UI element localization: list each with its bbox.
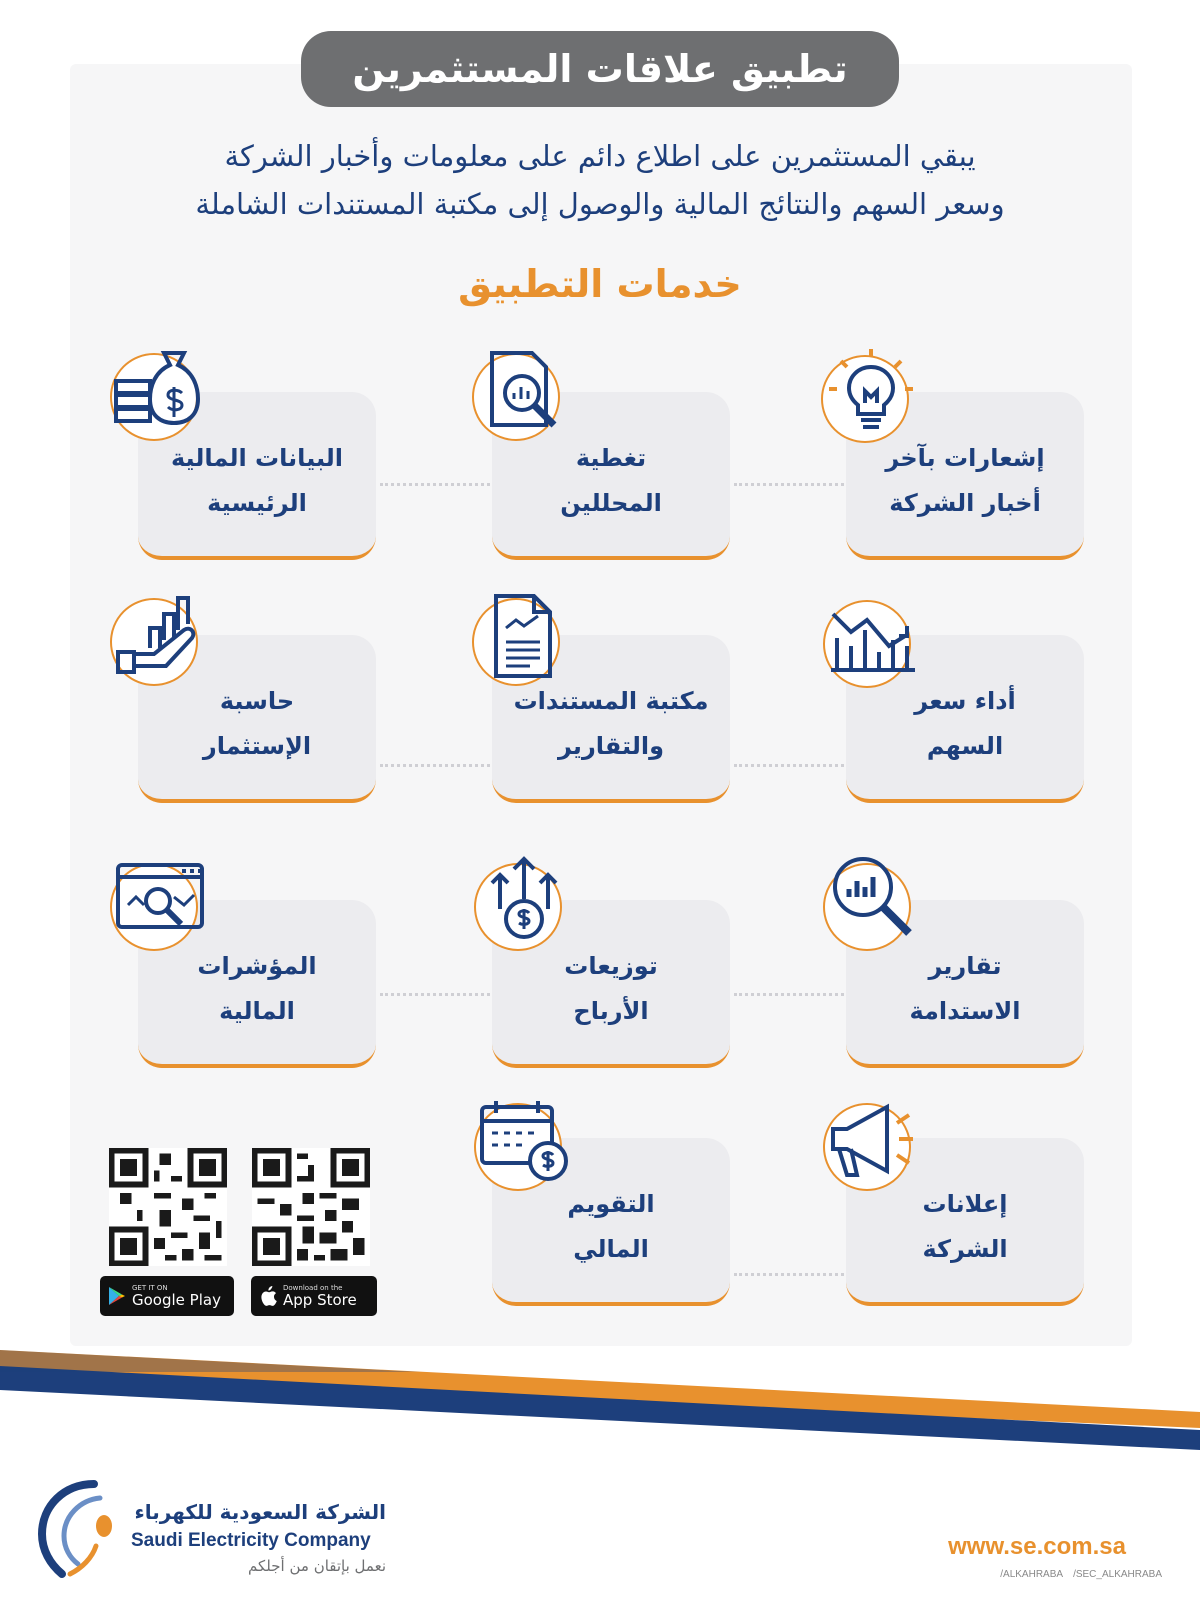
page-title-text: تطبيق علاقات المستثمرين	[352, 47, 848, 91]
calendar-dollar-icon	[474, 1103, 562, 1191]
hand-chart-icon	[110, 598, 198, 686]
service-label: تقارير	[928, 952, 1002, 980]
service-label: إشعارات بآخر	[885, 444, 1045, 472]
service-label: مكتبة المستندات	[513, 687, 709, 715]
social-handles	[1000, 1569, 1162, 1580]
magnifier-chart-icon	[823, 863, 911, 951]
google-play-small-text: GET IT ON	[132, 1283, 168, 1292]
service-label: أداء سعر	[914, 687, 1016, 715]
service-label: المالية	[219, 997, 295, 1025]
website-link[interactable]: www.se.com.sa	[948, 1533, 1126, 1560]
dividend-icon	[474, 863, 562, 951]
lightbulb-icon	[821, 355, 909, 443]
service-label: توزيعات	[564, 952, 658, 980]
dashboard-icon	[110, 863, 198, 951]
megaphone-icon	[823, 1103, 911, 1191]
intro-line-1: يبقي المستثمرين على اطلاع دائم على معلومات وأخبار الشركة	[224, 139, 976, 173]
section-title: خدمات التطبيق	[458, 262, 742, 306]
service-label: تغطية	[575, 444, 647, 472]
intro-text	[100, 132, 1100, 228]
service-label: الأرباح	[573, 997, 649, 1025]
connector	[734, 483, 844, 486]
connector	[380, 483, 490, 486]
document-icon	[472, 598, 560, 686]
service-label: الإستثمار	[202, 732, 312, 760]
page-title	[301, 31, 899, 107]
apple-icon	[259, 1286, 277, 1306]
service-label: المحللين	[560, 489, 662, 517]
service-label: السهم	[926, 732, 1004, 760]
app-store-small-text: Download on the	[283, 1283, 343, 1292]
service-label: إعلانات	[922, 1190, 1008, 1218]
google-play-label: Google Play	[132, 1290, 221, 1309]
company-name-english: Saudi Electricity Company	[131, 1530, 371, 1551]
service-label: الرئيسية	[207, 489, 307, 517]
qr-code-app-store[interactable]	[252, 1148, 370, 1266]
sec-logo-icon	[34, 1478, 130, 1588]
service-label: المالي	[573, 1235, 649, 1263]
google-play-icon	[108, 1286, 126, 1306]
company-name-arabic: الشركة السعودية للكهرباء	[134, 1500, 386, 1524]
service-label: التقويم	[567, 1190, 655, 1218]
service-label: الشركة	[922, 1235, 1008, 1263]
social-handle[interactable]: /ALKAHRABA	[1000, 1569, 1064, 1580]
connector	[380, 764, 490, 767]
money-bag-icon	[110, 353, 198, 441]
service-label: البيانات المالية	[170, 444, 344, 472]
connector	[734, 993, 844, 996]
connector	[380, 993, 490, 996]
service-label: أخبار الشركة	[889, 489, 1041, 517]
service-label: حاسبة	[219, 687, 295, 715]
qr-code-google-play[interactable]	[109, 1148, 227, 1266]
service-label: والتقارير	[558, 732, 664, 760]
google-play-badge[interactable]	[100, 1276, 234, 1316]
app-store-label: App Store	[283, 1290, 357, 1309]
connector	[734, 764, 844, 767]
intro-line-2: وسعر السهم والنتائج المالية والوصول إلى مكتبة المستندات الشاملة	[195, 187, 1005, 221]
service-label: الاستدامة	[909, 997, 1021, 1025]
connector	[734, 1273, 844, 1276]
analysis-report-icon	[472, 353, 560, 441]
app-store-badge[interactable]	[251, 1276, 377, 1316]
service-label: المؤشرات	[197, 952, 317, 980]
footer-stripes	[0, 1350, 1200, 1460]
company-tagline: نعمل بإتقان من أجلكم	[248, 1557, 386, 1575]
stock-chart-icon	[823, 600, 911, 688]
social-handle[interactable]: /SEC_ALKAHRABA	[1073, 1569, 1162, 1580]
